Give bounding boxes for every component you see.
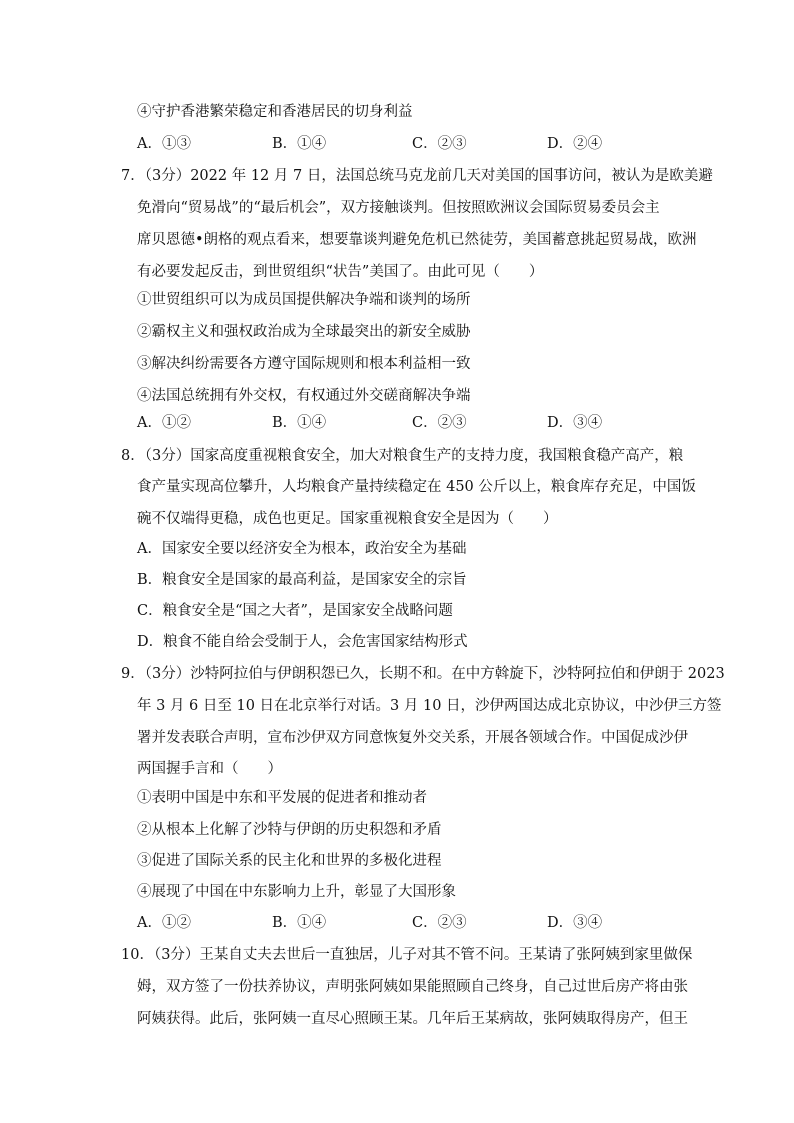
q7-option-d: D．③④ bbox=[547, 415, 603, 431]
q9-statement-4: ④展现了中国在中东影响力上升，彰显了大国形象 bbox=[137, 884, 456, 900]
q9-stem-line-4: 两国握手言和（ ） bbox=[137, 761, 282, 777]
q8-stem-line-3: 碗不仅端得更稳，成色也更足。国家重视粮食安全是因为（ ） bbox=[137, 511, 558, 527]
q8-option-b: B．粮食安全是国家的最高利益，是国家安全的宗旨 bbox=[137, 572, 467, 588]
q9-stem-line-3: 署并发表联合声明，宣布沙伊双方同意恢复外交关系，开展各领域合作。中国促成沙伊 bbox=[137, 730, 688, 746]
q8-stem-line-1: 8．（3分）国家高度重视粮食安全，加大对粮食生产的支持力度，我国粮食稳产高产，粮 bbox=[121, 448, 684, 464]
q8-option-c: C．粮食安全是“国之大者”，是国家安全战略问题 bbox=[137, 603, 453, 619]
q7-statement-4: ④法国总统拥有外交权，有权通过外交磋商解决争端 bbox=[137, 388, 471, 404]
q7-stem-line-2: 免滑向“贸易战”的“最后机会”，双方接触谈判。但按照欧洲议会国际贸易委员会主 bbox=[137, 200, 660, 216]
q9-statement-2: ②从根本上化解了沙特与伊朗的历史积怨和矛盾 bbox=[137, 822, 442, 838]
q6-option-c: C．②③ bbox=[412, 136, 467, 152]
q7-option-a: A．①② bbox=[137, 415, 191, 431]
q8-option-a: A．国家安全要以经济安全为根本，政治安全为基础 bbox=[137, 541, 467, 557]
q9-option-a: A．①② bbox=[137, 915, 191, 931]
q10-stem-line-3: 阿姨获得。此后，张阿姨一直尽心照顾王某。几年后王某病故，张阿姨取得房产，但王 bbox=[137, 1011, 688, 1027]
q8-stem-line-2: 食产量实现高位攀升，人均粮食产量持续稳定在 450 公斤以上，粮食库存充足，中国饭 bbox=[137, 479, 696, 495]
q9-stem-line-1: 9．（3分）沙特阿拉伯与伊朗积怨已久，长期不和。在中方斡旋下，沙特阿拉伯和伊朗于 2023 bbox=[121, 666, 725, 682]
q9-stem-line-2: 年 3 月 6 日至 10 日在北京举行对话。3 月 10 日，沙伊两国达成北京协议，中沙伊三方签 bbox=[137, 698, 722, 714]
q9-statement-3: ③促进了国际关系的民主化和世界的多极化进程 bbox=[137, 853, 442, 869]
q7-stem-line-1: 7．（3分）2022 年 12 月 7 日，法国总统马克龙前几天对美国的国事访问，被认为是欧美避 bbox=[121, 168, 713, 184]
q6-option-a: A．①③ bbox=[137, 136, 191, 152]
q7-option-c: C．②③ bbox=[412, 415, 467, 431]
q7-option-b: B．①④ bbox=[272, 415, 327, 431]
q7-statement-1: ①世贸组织可以为成员国提供解决争端和谈判的场所 bbox=[137, 292, 471, 308]
q7-stem-line-3: 席贝恩德•朗格的观点看来，想要靠谈判避免危机已然徒劳，美国蓄意挑起贸易战，欧洲 bbox=[137, 232, 697, 248]
q9-option-b: B．①④ bbox=[272, 915, 327, 931]
q8-option-d: D．粮食不能自给会受制于人，会危害国家结构形式 bbox=[137, 634, 468, 650]
q7-statement-2: ②霸权主义和强权政治成为全球最突出的新安全威胁 bbox=[137, 324, 471, 340]
q6-option-d: D．②④ bbox=[547, 136, 603, 152]
q6-option-b: B．①④ bbox=[272, 136, 327, 152]
q10-stem-line-1: 10．（3分）王某自丈夫去世后一直独居，儿子对其不管不问。王某请了张阿姨到家里做保 bbox=[121, 947, 693, 963]
q9-option-c: C．②③ bbox=[412, 915, 467, 931]
q9-option-d: D．③④ bbox=[547, 915, 603, 931]
q7-stem-line-4: 有必要发起反击，到世贸组织“状告”美国了。由此可见（ ） bbox=[137, 264, 544, 280]
q6-statement-4: ④守护香港繁荣稳定和香港居民的切身利益 bbox=[137, 104, 413, 120]
q7-statement-3: ③解决纠纷需要各方遵守国际规则和根本利益相一致 bbox=[137, 356, 471, 372]
q10-stem-line-2: 姆，双方签了一份扶养协议，声明张阿姨如果能照顾自己终身，自己过世后房产将由张 bbox=[137, 979, 688, 995]
q9-statement-1: ①表明中国是中东和平发展的促进者和推动者 bbox=[137, 790, 427, 806]
